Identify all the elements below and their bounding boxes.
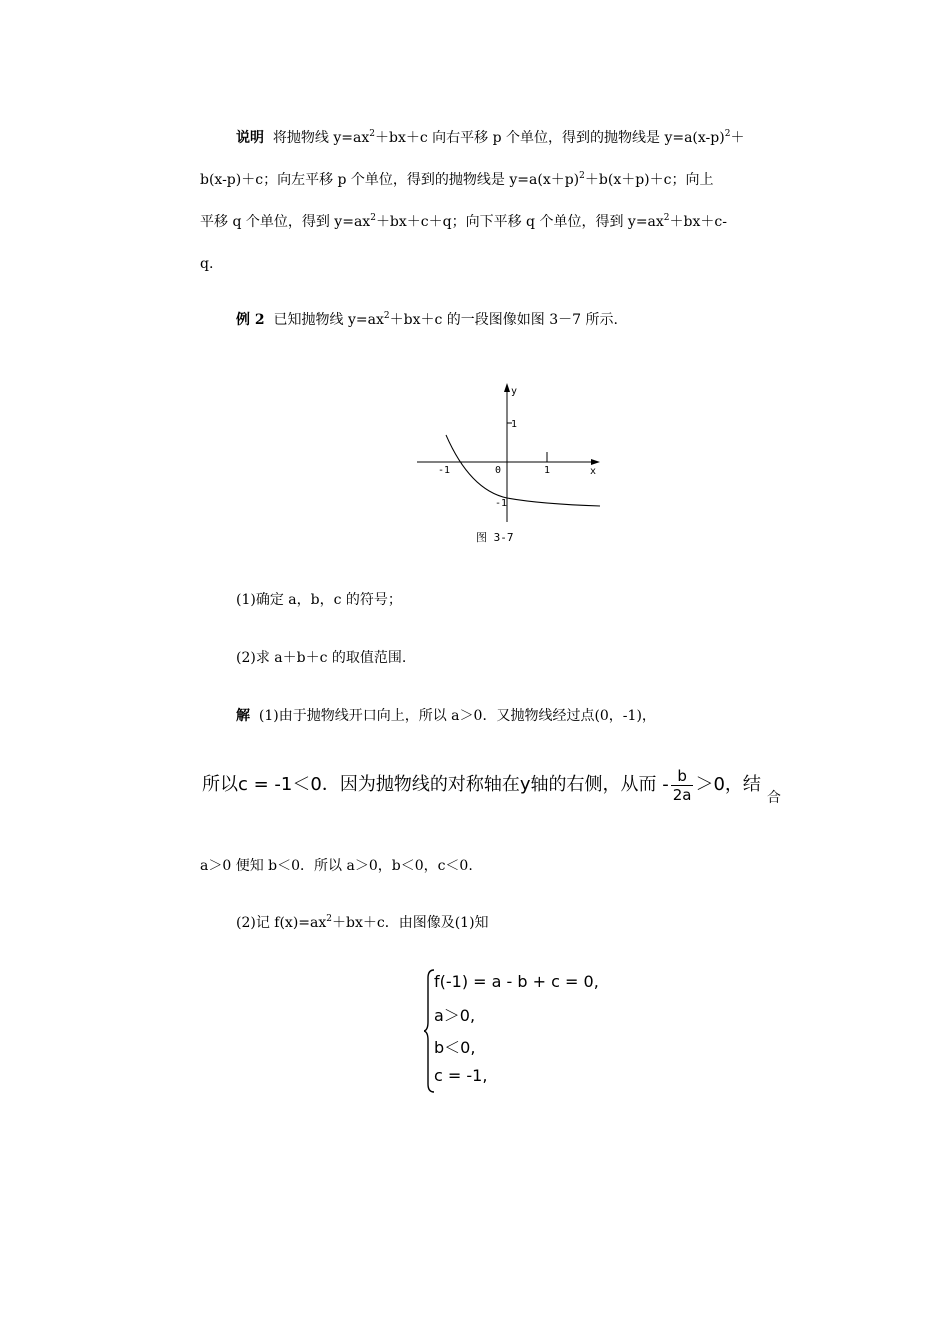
equation-row: c = -1, [434,1066,488,1085]
question-1: (1)确定 a，b，c 的符号； [236,592,402,608]
note-line-3 [200,212,727,232]
superscript: 2 [326,914,332,924]
parabola-graph [410,378,610,548]
example-text: ＋bx＋c 的一段图像如图 3－7 所示. [389,312,618,328]
superscript: 2 [370,213,376,223]
superscript: 2 [724,129,731,139]
note-text: ＋b(x＋p)＋c；向上 [584,172,714,188]
origin-label: 0 [495,465,502,476]
note-text: ＋bx＋c＋q；向下平移 q 个单位，得到 y=ax [375,214,664,230]
equation-row: f(-1) = a - b + c = 0, [434,972,599,991]
solution-text: 所以c = -1＜0．因为抛物线的对称轴在y轴的右侧，从而 - [202,774,669,795]
solution-text: (2)记 f(x)=ax [236,915,327,931]
equation-row: a＞0, [434,1006,476,1025]
parabola-curve [446,435,600,506]
y-axis-arrow [504,383,510,392]
equation-row: b＜0, [434,1038,476,1057]
equation-system [424,968,624,1094]
example-label: 例 2 [236,312,265,328]
note-text: ＋ [730,130,745,146]
solution-line-3: a＞0 便知 b＜0．所以 a＞0，b＜0，c＜0. [200,858,473,874]
note-line-4: q. [200,256,214,272]
question-2: (2)求 a＋b＋c 的取值范围. [236,650,407,666]
solution-text: (1)由于抛物线开口向上，所以 a＞0．又抛物线经过点(0，-1)， [258,708,656,724]
tick-label-x-1: 1 [544,465,551,476]
figure-caption: 图 3-7 [476,531,514,544]
tick-label-x-neg1: -1 [438,465,451,476]
x-axis-arrow [591,459,600,465]
note-line-1 [236,128,744,148]
tick-label-y-neg1: -1 [495,498,508,509]
solution-line-1 [236,706,656,726]
tick-label-y-1: 1 [511,419,518,430]
y-label: y [511,386,518,397]
superscript: 2 [663,213,670,223]
superscript: 2 [369,129,375,139]
note-text: 将抛物线 y=ax [272,130,370,146]
fraction-numerator: b [671,767,694,786]
solution-label: 解 [236,708,250,724]
fraction-b-over-2a [671,767,694,804]
note-text: ＋bx＋c- [669,214,727,230]
solution-text: ＞0，结 [695,774,761,795]
superscript: 2 [383,311,390,321]
note-text: 平移 q 个单位，得到 y=ax [200,214,371,230]
solution-text: 合 [766,790,781,806]
superscript: 2 [579,171,585,181]
fraction-denominator: 2a [672,785,692,804]
solution-line-2 [202,765,781,806]
example-line [236,310,618,330]
note-line-2 [200,170,713,190]
x-label: x [590,466,597,477]
note-text: b(x-p)＋c；向左平移 p 个单位，得到的抛物线是 y=a(x＋p) [200,172,580,188]
solution-line-4 [236,913,489,933]
example-text: 已知抛物线 y=ax [273,312,384,328]
figure-3-7 [410,378,610,548]
note-label: 说明 [236,130,264,146]
note-text: ＋bx＋c 向右平移 p 个单位，得到的抛物线是 y=a(x-p) [374,130,725,146]
solution-text: ＋bx＋c．由图像及(1)知 [332,915,489,931]
